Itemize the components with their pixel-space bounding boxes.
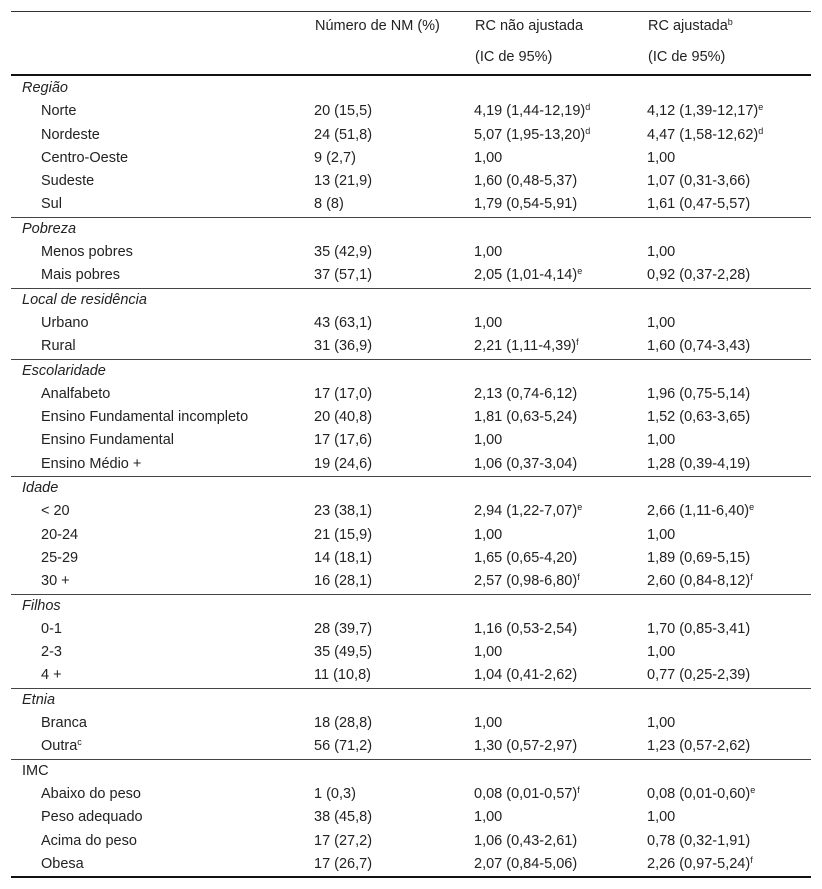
footnote-marker: f [577, 572, 580, 583]
row-label [11, 783, 314, 806]
row-adjusted-or-text: 1,07 (0,31-3,66) [647, 173, 751, 190]
row-crude-or [474, 124, 647, 147]
row-count-text: 11 (10,8) [314, 667, 371, 684]
table-row [11, 783, 811, 806]
header-count: Número de NM (%) [315, 18, 440, 34]
header-crude-or: RC não ajustada [475, 18, 584, 34]
row-count [314, 641, 474, 664]
footnote-marker: d [758, 125, 764, 136]
row-crude-or-text: 1,00 [474, 644, 503, 661]
row-adjusted-or [647, 124, 811, 147]
row-crude-or-text: 1,16 (0,53-2,54) [474, 620, 578, 637]
row-crude-or-text: 1,00 [474, 244, 503, 261]
row-adjusted-or [647, 193, 811, 217]
row-label-text: Rural [41, 338, 76, 355]
row-crude-or-text: 1,00 [474, 149, 503, 166]
group-row [11, 759, 811, 783]
row-count-text: 16 (28,1) [314, 573, 373, 590]
table-row [11, 806, 811, 829]
table-row [11, 500, 811, 523]
row-label [11, 547, 314, 570]
group-title: Pobreza [11, 217, 811, 241]
row-label-text: Ensino Fundamental [41, 432, 174, 449]
row-label-text: Analfabeto [41, 385, 111, 402]
table-row [11, 641, 811, 664]
group-title: Local de residência [11, 288, 811, 312]
row-label-text: 30 + [41, 573, 70, 590]
row-crude-or [474, 712, 647, 735]
group-row [11, 477, 811, 501]
row-adjusted-or-text: 2,66 (1,11-6,40) [647, 503, 750, 520]
data-table [11, 77, 811, 876]
row-count-text: 56 (71,2) [314, 738, 373, 755]
row-crude-or [474, 335, 647, 359]
row-crude-or-text: 1,06 (0,43-2,61) [474, 832, 578, 849]
row-count-text: 14 (18,1) [314, 549, 373, 566]
table-row [11, 124, 811, 147]
row-adjusted-or-text: 1,00 [647, 715, 676, 732]
row-adjusted-or-text: 4,47 (1,58-12,62) [647, 126, 759, 143]
row-label-text: Norte [41, 103, 77, 120]
row-count [314, 664, 474, 688]
table-row [11, 547, 811, 570]
row-count-text: 20 (40,8) [314, 409, 373, 426]
header-rule [11, 74, 811, 76]
row-crude-or-text: 4,19 (1,44-12,19) [474, 103, 586, 120]
row-adjusted-or-text: 1,00 [647, 809, 676, 826]
row-count [314, 853, 474, 876]
row-count-text: 35 (42,9) [314, 244, 373, 261]
row-count [314, 147, 474, 170]
row-label [11, 124, 314, 147]
row-count-text: 31 (36,9) [314, 338, 373, 355]
group-title: Idade [11, 477, 811, 501]
row-adjusted-or-text: 1,00 [647, 244, 676, 261]
row-adjusted-or-text: 1,00 [647, 432, 676, 449]
row-crude-or-text: 1,00 [474, 809, 503, 826]
row-crude-or [474, 312, 647, 335]
row-count [314, 547, 474, 570]
row-count-text: 1 (0,3) [314, 785, 356, 802]
table-row [11, 147, 811, 170]
row-count [314, 241, 474, 264]
row-count-text: 24 (51,8) [314, 126, 373, 143]
row-adjusted-or-text: 1,00 [647, 526, 676, 543]
row-label-text: 0-1 [41, 620, 62, 637]
row-crude-or-text: 2,13 (0,74-6,12) [474, 385, 578, 402]
row-crude-or-text: 1,81 (0,63-5,24) [474, 409, 578, 426]
row-label-text: Sudeste [41, 173, 95, 190]
row-count [314, 429, 474, 452]
row-count-text: 37 (57,1) [314, 267, 373, 284]
group-title: Filhos [11, 594, 811, 618]
row-adjusted-or-text: 1,61 (0,47-5,57) [647, 196, 751, 213]
footnote-marker: d [585, 125, 591, 136]
row-adjusted-or-text: 1,00 [647, 149, 676, 166]
row-count [314, 100, 474, 123]
row-adjusted-or [647, 853, 811, 876]
row-adjusted-or [647, 264, 811, 288]
row-adjusted-or [647, 453, 811, 477]
row-count [314, 335, 474, 359]
row-crude-or [474, 147, 647, 170]
row-adjusted-or-text: 2,26 (0,97-5,24) [647, 855, 751, 872]
row-crude-or [474, 500, 647, 523]
row-count [314, 783, 474, 806]
header-adjusted-or-text: RC ajustada [648, 18, 728, 34]
row-adjusted-or-text: 0,92 (0,37-2,28) [647, 267, 751, 284]
row-crude-or-text: 5,07 (1,95-13,20) [474, 126, 586, 143]
row-count [314, 618, 474, 641]
row-count [314, 170, 474, 193]
row-count [314, 735, 474, 759]
row-label-text: 25-29 [41, 549, 79, 566]
row-crude-or [474, 547, 647, 570]
table-row [11, 312, 811, 335]
row-adjusted-or [647, 712, 811, 735]
footnote-marker: f [750, 854, 753, 865]
row-count-text: 17 (26,7) [314, 855, 373, 872]
row-crude-or [474, 618, 647, 641]
row-label [11, 147, 314, 170]
row-crude-or-text: 1,04 (0,41-2,62) [474, 667, 578, 684]
row-adjusted-or-text: 0,08 (0,01-0,60) [647, 785, 751, 802]
row-label-text: Centro-Oeste [41, 149, 129, 166]
row-crude-or-text: 1,00 [474, 526, 503, 543]
row-crude-or-text: 1,79 (0,54-5,91) [474, 196, 578, 213]
row-count [314, 193, 474, 217]
table-row [11, 170, 811, 193]
header-crude-ci: (IC de 95%) [475, 49, 553, 65]
table-row [11, 264, 811, 288]
row-label [11, 853, 314, 876]
row-crude-or-text: 1,30 (0,57-2,97) [474, 738, 578, 755]
group-row [11, 359, 811, 383]
row-label-text: Sul [41, 196, 62, 213]
row-label [11, 712, 314, 735]
row-label-text: Urbano [41, 314, 89, 331]
row-adjusted-or [647, 806, 811, 829]
row-crude-or-text: 1,06 (0,37-3,04) [474, 455, 578, 472]
row-label [11, 170, 314, 193]
row-adjusted-or-text: 1,00 [647, 644, 676, 661]
group-row [11, 288, 811, 312]
row-label [11, 830, 314, 853]
row-label-text: Branca [41, 715, 87, 732]
row-label-text: 4 + [41, 667, 62, 684]
row-adjusted-or [647, 170, 811, 193]
footnote-marker: f [750, 572, 753, 583]
row-adjusted-or [647, 335, 811, 359]
group-row [11, 77, 811, 100]
row-crude-or-text: 1,65 (0,65-4,20) [474, 549, 578, 566]
table-row [11, 429, 811, 452]
group-title: Etnia [11, 688, 811, 712]
row-adjusted-or-text: 1,23 (0,57-2,62) [647, 738, 751, 755]
group-row [11, 594, 811, 618]
row-count [314, 312, 474, 335]
row-crude-or-text: 1,00 [474, 314, 503, 331]
row-adjusted-or [647, 429, 811, 452]
row-crude-or [474, 170, 647, 193]
row-crude-or [474, 806, 647, 829]
row-label [11, 524, 314, 547]
row-adjusted-or [647, 241, 811, 264]
row-label [11, 429, 314, 452]
footnote-marker: e [758, 102, 764, 113]
row-adjusted-or [647, 500, 811, 523]
table-row [11, 335, 811, 359]
row-label [11, 735, 314, 759]
row-label [11, 664, 314, 688]
row-label [11, 453, 314, 477]
row-adjusted-or-text: 1,60 (0,74-3,43) [647, 338, 751, 355]
row-count [314, 453, 474, 477]
header-adjusted-or [648, 18, 733, 34]
row-label [11, 312, 314, 335]
row-count-text: 13 (21,9) [314, 173, 373, 190]
row-crude-or [474, 830, 647, 853]
row-count-text: 21 (15,9) [314, 526, 373, 543]
row-count-text: 17 (17,6) [314, 432, 373, 449]
row-label [11, 500, 314, 523]
row-count-text: 17 (27,2) [314, 832, 373, 849]
row-count-text: 17 (17,0) [314, 385, 373, 402]
row-label-text: Nordeste [41, 126, 100, 143]
row-count [314, 570, 474, 594]
header-adjusted-or-sup: b [727, 17, 733, 27]
row-count [314, 500, 474, 523]
group-title: Escolaridade [11, 359, 811, 383]
row-crude-or [474, 664, 647, 688]
row-adjusted-or-text: 1,89 (0,69-5,15) [647, 549, 751, 566]
row-count [314, 524, 474, 547]
group-title: Região [22, 80, 68, 96]
table-row [11, 735, 811, 759]
row-label-text: Acima do peso [41, 832, 137, 849]
table-row [11, 830, 811, 853]
footnote-marker: e [577, 266, 583, 277]
table-row [11, 853, 811, 876]
row-count-text: 18 (28,8) [314, 715, 373, 732]
row-label [11, 241, 314, 264]
row-crude-or [474, 570, 647, 594]
row-count [314, 264, 474, 288]
row-label-text: Ensino Fundamental incompleto [41, 409, 249, 426]
row-adjusted-or [647, 830, 811, 853]
table-top-rule [11, 11, 811, 12]
row-count-text: 23 (38,1) [314, 503, 373, 520]
table-row [11, 193, 811, 217]
row-adjusted-or-text: 1,00 [647, 314, 676, 331]
table-row [11, 664, 811, 688]
row-count-text: 9 (2,7) [314, 149, 356, 166]
row-crude-or-text: 2,05 (1,01-4,14) [474, 267, 578, 284]
group-title: IMC [11, 759, 811, 783]
row-adjusted-or-text: 0,78 (0,32-1,91) [647, 832, 751, 849]
row-crude-or-text: 2,57 (0,98-6,80) [474, 573, 578, 590]
table-body [11, 77, 811, 876]
row-count [314, 712, 474, 735]
row-adjusted-or-text: 1,52 (0,63-3,65) [647, 409, 751, 426]
row-adjusted-or [647, 312, 811, 335]
row-adjusted-or [647, 147, 811, 170]
row-crude-or-text: 0,08 (0,01-0,57) [474, 785, 578, 802]
row-adjusted-or [647, 406, 811, 429]
row-crude-or [474, 641, 647, 664]
group-row [11, 217, 811, 241]
row-count [314, 830, 474, 853]
row-crude-or-text: 1,60 (0,48-5,37) [474, 173, 578, 190]
row-count [314, 383, 474, 406]
table-row [11, 618, 811, 641]
row-label-text: Mais pobres [41, 267, 120, 284]
row-crude-or [474, 524, 647, 547]
row-crude-or [474, 383, 647, 406]
row-adjusted-or-text: 1,70 (0,85-3,41) [647, 620, 751, 637]
table-bottom-rule [11, 876, 811, 878]
row-adjusted-or [647, 570, 811, 594]
group-row [11, 688, 811, 712]
row-adjusted-or [647, 547, 811, 570]
footnote-marker: c [77, 737, 82, 748]
row-crude-or [474, 100, 647, 123]
row-crude-or-text: 2,21 (1,11-4,39) [474, 338, 577, 355]
row-label-text: Obesa [41, 855, 84, 872]
row-adjusted-or [647, 100, 811, 123]
row-adjusted-or-text: 4,12 (1,39-12,17) [647, 103, 759, 120]
row-count-text: 19 (24,6) [314, 455, 373, 472]
row-crude-or-text: 2,94 (1,22-7,07) [474, 503, 578, 520]
row-label [11, 100, 314, 123]
row-adjusted-or [647, 641, 811, 664]
table-row [11, 524, 811, 547]
row-label [11, 641, 314, 664]
footnote-marker: f [577, 784, 580, 795]
table-row [11, 241, 811, 264]
row-label-text: < 20 [41, 503, 70, 520]
footnote-marker: d [585, 102, 591, 113]
row-crude-or-text: 1,00 [474, 715, 503, 732]
row-adjusted-or-text: 0,77 (0,25-2,39) [647, 667, 751, 684]
row-adjusted-or-text: 2,60 (0,84-8,12) [647, 573, 751, 590]
row-crude-or [474, 193, 647, 217]
table-row [11, 570, 811, 594]
row-adjusted-or [647, 664, 811, 688]
row-label [11, 806, 314, 829]
row-label [11, 570, 314, 594]
table-row [11, 712, 811, 735]
row-crude-or-text: 1,00 [474, 432, 503, 449]
row-count [314, 124, 474, 147]
table-row [11, 383, 811, 406]
row-crude-or [474, 264, 647, 288]
table-row [11, 100, 811, 123]
row-label-text: Menos pobres [41, 244, 133, 261]
footnote-marker: e [749, 502, 755, 513]
row-label-text: 2-3 [41, 644, 62, 661]
row-label [11, 193, 314, 217]
row-label-text: Ensino Médio + [41, 455, 142, 472]
row-count-text: 20 (15,5) [314, 103, 373, 120]
row-count-text: 28 (39,7) [314, 620, 373, 637]
row-label-text: Peso adequado [41, 809, 143, 826]
row-crude-or [474, 853, 647, 876]
row-crude-or [474, 783, 647, 806]
footnote-marker: f [576, 337, 579, 348]
row-count [314, 406, 474, 429]
row-crude-or-text: 2,07 (0,84-5,06) [474, 855, 578, 872]
footnote-marker: e [577, 502, 583, 513]
row-crude-or [474, 453, 647, 477]
row-count [314, 806, 474, 829]
row-label [11, 383, 314, 406]
row-adjusted-or [647, 524, 811, 547]
row-count-text: 35 (49,5) [314, 644, 373, 661]
row-crude-or [474, 429, 647, 452]
footnote-marker: e [750, 784, 756, 795]
row-adjusted-or [647, 783, 811, 806]
row-count-text: 38 (45,8) [314, 809, 373, 826]
table-row [11, 406, 811, 429]
row-count-text: 43 (63,1) [314, 314, 373, 331]
row-label [11, 335, 314, 359]
row-label [11, 264, 314, 288]
row-label [11, 406, 314, 429]
row-label-text: Outra [41, 738, 78, 755]
row-adjusted-or-text: 1,28 (0,39-4,19) [647, 455, 751, 472]
row-adjusted-or [647, 735, 811, 759]
row-label-text: Abaixo do peso [41, 785, 141, 802]
row-count-text: 8 (8) [314, 196, 344, 213]
row-crude-or [474, 406, 647, 429]
row-crude-or [474, 241, 647, 264]
row-adjusted-or-text: 1,96 (0,75-5,14) [647, 385, 751, 402]
row-adjusted-or [647, 383, 811, 406]
row-crude-or [474, 735, 647, 759]
row-label-text: 20-24 [41, 526, 79, 543]
header-adjusted-ci: (IC de 95%) [648, 49, 726, 65]
row-adjusted-or [647, 618, 811, 641]
table-row [11, 453, 811, 477]
row-label [11, 618, 314, 641]
